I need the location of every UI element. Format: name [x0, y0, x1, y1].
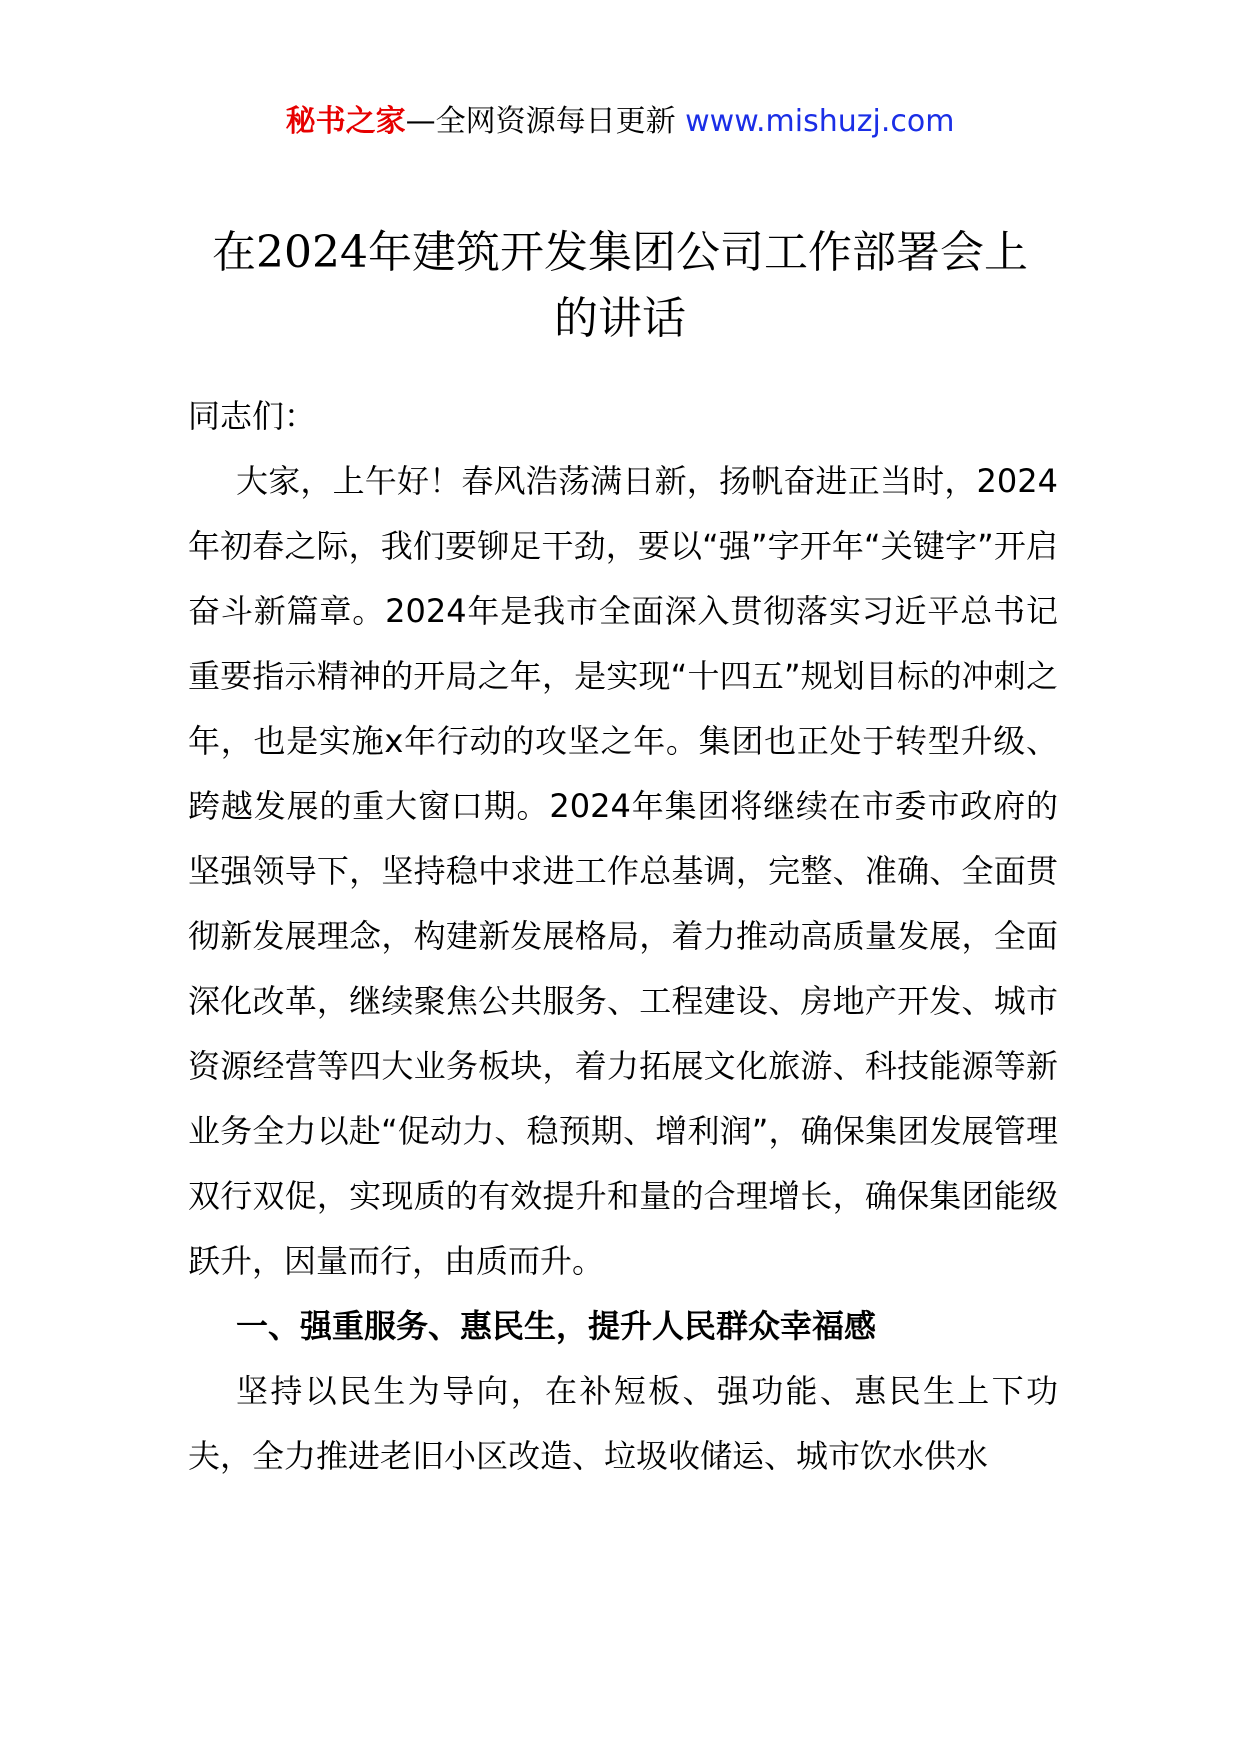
- site-url-link[interactable]: www.mishuzj.com: [685, 104, 955, 139]
- title-year: 2024: [256, 227, 368, 278]
- title-line-1: [160, 220, 1080, 286]
- paragraph-intro: 大家，上午好！春风浩荡满日新，扬帆奋进正当时，2024年初春之际，我们要铆足干劲，要以“强”字开年“关键字”开启奋斗新篇章。2024年是我市全面深入贯彻落实习近平总书记重要指示精神的开局之年，是实现“十四五”规划目标的冲刺之年，也是实施x年行动的攻坚之年。集团也正处于转型升级、跨越发展的重大窗口期。2024年集团将继续在市委市政府的坚强领导下，坚持稳中求进工作总基调，完整、准确、全面贯彻新发展理念，构建新发展格局，着力推动高质量发展，全面深化改革，继续聚焦公共服务、工程建设、房地产开发、城市资源经营等四大业务板块，着力拓展文化旅游、科技能源等新业务全力以赴“促动力、稳预期、增利润”，确保集团发展管理双行双促，实现质的有效提升和量的合理增长，确保集团能级跃升，因量而行，由质而升。: [188, 462, 1058, 1280]
- site-brand: 秘书之家: [285, 104, 406, 139]
- section-heading-1: 一、强重服务、惠民生，提升人民群众幸福感: [236, 1307, 877, 1345]
- title-line-1-rest: 年建筑开发集团公司工作部署会上: [367, 227, 1028, 278]
- paragraph-section-1: 坚持以民生为导向，在补短板、强功能、惠民生上下功夫，全力推进老旧小区改造、垃圾收储运、城市饮水供水: [188, 1372, 1058, 1475]
- title-line-2: 的讲话: [554, 293, 686, 344]
- site-slogan: —全网资源每日更新: [405, 104, 686, 139]
- site-header: [0, 100, 1240, 144]
- document-title: [160, 220, 1080, 352]
- greeting: 同志们：: [188, 397, 317, 435]
- document-body: [188, 384, 1058, 1489]
- title-prefix: 在: [212, 227, 256, 278]
